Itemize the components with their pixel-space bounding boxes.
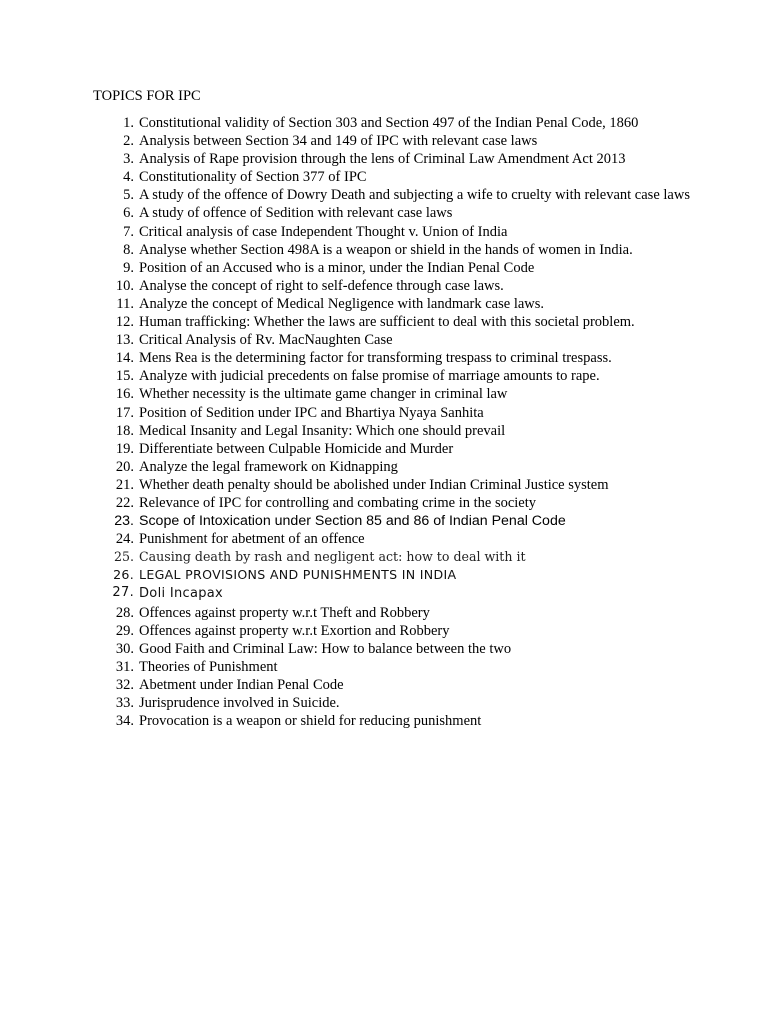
topic-item [92, 331, 692, 349]
topic-text: Doli Incapax [139, 586, 224, 602]
topic-item [92, 422, 692, 440]
topic-item [92, 259, 692, 277]
topic-item [92, 349, 692, 367]
topic-number: 13. [115, 332, 134, 349]
topic-number: 8. [123, 241, 134, 258]
topic-text: Constitutionality of Section 377 of IPC [139, 169, 367, 186]
topic-number: 33. [115, 695, 134, 711]
topic-number: 1. [123, 115, 134, 131]
topic-text: Human trafficking: Whether the laws are sufficient to deal with this societal problem. [139, 314, 635, 331]
topic-item [92, 512, 692, 530]
topic-text: Theories of Punishment [139, 658, 278, 675]
topic-item [92, 658, 692, 676]
topic-text: Abetment under Indian Penal Code [139, 676, 344, 693]
topic-number: 23. [114, 513, 134, 530]
topic-text: Analyse the concept of right to self-defence through case laws. [139, 277, 504, 294]
topic-text: Offences against property w.r.t Theft and Robbery [139, 604, 430, 621]
topic-text: Scope of Intoxication under Section 85 and 86 of Indian Penal Code [139, 513, 566, 530]
topic-text: Analysis of Rape provision through the lens of Criminal Law Amendment Act 2013 [139, 151, 626, 168]
topic-text: Jurisprudence involved in Suicide. [139, 695, 340, 711]
topic-item [92, 150, 692, 168]
topic-item [92, 186, 692, 204]
topic-text: Mens Rea is the determining factor for transforming trespass to criminal trespass. [139, 350, 612, 367]
topic-item [92, 313, 692, 331]
topic-number: 15. [115, 368, 134, 385]
topic-text: A study of offence of Sedition with relevant case laws [139, 205, 453, 222]
document-heading: TOPICS FOR IPC [93, 88, 201, 104]
topic-text: A study of the offence of Dowry Death and subjecting a wife to cruelty with relevant case laws [139, 187, 690, 204]
topic-number: 7. [123, 223, 134, 240]
topic-text: Critical analysis of case Independent Thought v. Union of India [139, 223, 508, 240]
topic-number: 17. [115, 404, 134, 421]
topic-number: 9. [123, 259, 134, 276]
topic-item [92, 458, 692, 476]
topic-number: 18. [115, 422, 134, 439]
topic-item [92, 132, 692, 150]
topic-number: 24. [115, 531, 134, 548]
topic-text: Provocation is a weapon or shield for reducing punishment [139, 713, 482, 730]
topic-item [92, 640, 692, 658]
topic-number: 12. [115, 314, 134, 331]
topic-item [92, 566, 692, 584]
topic-text: Differentiate between Culpable Homicide and Murder [139, 440, 454, 457]
topic-number: 11. [116, 295, 134, 312]
topic-text: Good Faith and Criminal Law: How to balance between the two [139, 640, 512, 657]
topic-item [92, 440, 692, 458]
topic-item [92, 223, 692, 241]
topic-text: Punishment for abetment of an offence [139, 531, 365, 548]
topic-item [92, 584, 692, 603]
topic-number: 26. [113, 567, 134, 583]
topic-item [92, 204, 692, 222]
topic-item [92, 712, 692, 730]
topic-number: 4. [123, 169, 134, 186]
topic-number: 19. [115, 440, 134, 457]
topic-list [92, 114, 692, 730]
topic-number: 28. [115, 604, 134, 621]
topic-number: 31. [115, 658, 134, 675]
topic-text: Analyse whether Section 498A is a weapon or shield in the hands of women in India. [139, 241, 633, 258]
topic-number: 32. [115, 676, 134, 693]
topic-text: Constitutional validity of Section 303 and Section 497 of the Indian Penal Code, 1860 [139, 115, 639, 131]
topic-number: 6. [123, 205, 134, 222]
topic-number: 14. [115, 350, 134, 367]
topic-text: Position of an Accused who is a minor, under the Indian Penal Code [139, 259, 535, 276]
topic-number: 2. [123, 133, 134, 150]
topic-text: Offences against property w.r.t Exortion and Robbery [139, 622, 450, 639]
topic-number: 34. [115, 713, 134, 730]
topic-text: Whether death penalty should be abolished under Indian Criminal Justice system [139, 476, 609, 493]
topic-number: 27. [112, 585, 134, 601]
topic-item [92, 295, 692, 313]
topic-number: 3. [123, 151, 134, 168]
topic-text: Relevance of IPC for controlling and combating crime in the society [139, 494, 537, 511]
topic-item [92, 277, 692, 295]
topic-item [92, 385, 692, 403]
topic-number: 29. [115, 622, 134, 639]
topic-number: 5. [123, 187, 134, 204]
topic-item [92, 494, 692, 512]
topic-item [92, 530, 692, 548]
topic-text: Analyze with judicial precedents on false promise of marriage amounts to rape. [139, 368, 600, 385]
topic-text: Position of Sedition under IPC and Bhartiya Nyaya Sanhita [139, 404, 484, 421]
topic-text: Analyze the legal framework on Kidnapping [139, 458, 398, 475]
topic-item [92, 114, 692, 132]
topic-item [92, 168, 692, 186]
topic-text: Causing death by rash and negligent act: how to deal with it [139, 549, 526, 565]
topic-number: 21. [115, 476, 134, 493]
topic-number: 10. [115, 277, 134, 294]
topic-number: 30. [115, 640, 134, 657]
topic-text: Medical Insanity and Legal Insanity: Which one should prevail [139, 422, 506, 439]
topic-number: 22. [115, 494, 134, 511]
topic-item [92, 548, 692, 566]
topic-number: 25. [113, 549, 134, 565]
topic-number: 16. [115, 386, 134, 403]
topic-item [92, 694, 692, 712]
topic-item [92, 476, 692, 494]
topic-item [92, 622, 692, 640]
topic-number: 20. [115, 458, 134, 475]
topic-item [92, 241, 692, 259]
topic-text: Whether necessity is the ultimate game changer in criminal law [139, 386, 508, 403]
topic-item [92, 676, 692, 694]
topic-text: LEGAL PROVISIONS AND PUNISHMENTS IN INDIA [139, 567, 457, 583]
topic-text: Analyze the concept of Medical Negligence with landmark case laws. [139, 295, 545, 312]
topic-item [92, 404, 692, 422]
topic-text: Analysis between Section 34 and 149 of IPC with relevant case laws [139, 133, 538, 150]
topic-item [92, 367, 692, 385]
topic-item [92, 604, 692, 622]
topic-text: Critical Analysis of Rv. MacNaughten Case [139, 332, 393, 349]
